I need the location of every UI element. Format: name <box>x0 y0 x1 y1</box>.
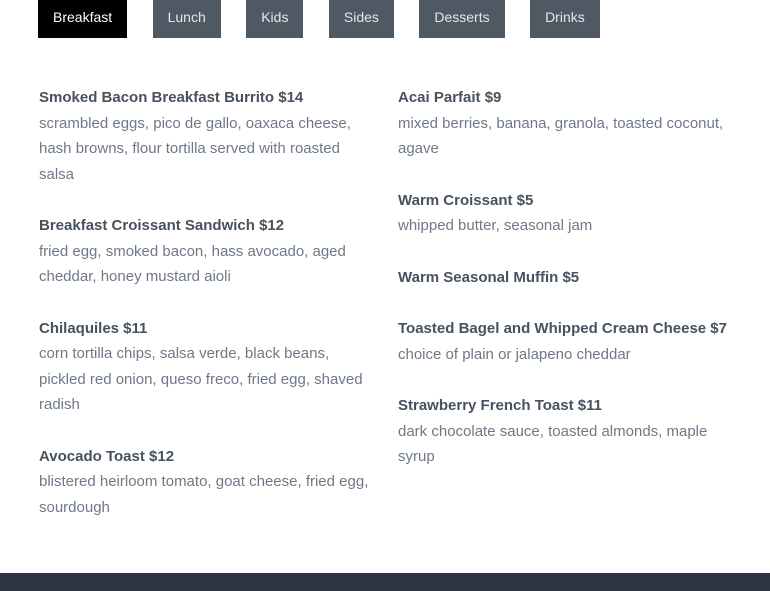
menu-item-description: choice of plain or jalapeno cheddar <box>398 345 631 363</box>
menu-item-title: Avocado Toast $12 <box>39 447 175 465</box>
menu-tabs <box>0 0 770 38</box>
tab-desserts[interactable]: Desserts <box>419 0 504 38</box>
tab-kids[interactable]: Kids <box>246 0 303 38</box>
menu-item-description: scrambled eggs, pico de gallo, oaxaca cheese, hash browns, flour tortilla served with roasted salsa <box>39 114 351 183</box>
menu-item-chilaquiles <box>39 316 372 418</box>
menu-item-title: Warm Croissant $5 <box>398 191 534 209</box>
menu-item-description: blistered heirloom tomato, goat cheese, fried egg, sourdough <box>39 473 369 516</box>
menu-column-right <box>398 85 731 546</box>
menu-item-title: Acai Parfait $9 <box>398 89 502 106</box>
menu-item-strawberry-french-toast <box>398 393 731 470</box>
menu-item-title: Chilaquiles $11 <box>39 319 148 337</box>
menu-item-description: whipped butter, seasonal jam <box>398 217 593 234</box>
breakfast-menu-content <box>0 85 770 546</box>
menu-item-avocado-toast <box>39 444 372 521</box>
footer-bar <box>0 573 770 591</box>
menu-item-title: Strawberry French Toast $11 <box>398 397 602 414</box>
menu-item-title: Breakfast Croissant Sandwich $12 <box>39 217 285 234</box>
menu-item-description: mixed berries, banana, granola, toasted coconut, agave <box>398 114 724 157</box>
menu-item-acai-parfait <box>398 85 731 162</box>
menu-item-smoked-bacon-breakfast-burrito <box>39 85 372 187</box>
tab-drinks[interactable]: Drinks <box>530 0 600 38</box>
menu-column-left <box>39 85 372 546</box>
menu-item-warm-croissant <box>398 188 731 239</box>
tab-lunch[interactable]: Lunch <box>153 0 221 38</box>
menu-item-breakfast-croissant-sandwich <box>39 213 372 290</box>
menu-item-warm-seasonal-muffin <box>398 265 731 291</box>
menu-item-title: Warm Seasonal Muffin $5 <box>398 268 580 286</box>
menu-item-title: Toasted Bagel and Whipped Cream Cheese $7 <box>398 320 727 337</box>
tab-sides[interactable]: Sides <box>329 0 394 38</box>
menu-item-title: Smoked Bacon Breakfast Burrito $14 <box>39 89 304 106</box>
menu-item-description: fried egg, smoked bacon, hass avocado, aged cheddar, honey mustard aioli <box>39 242 346 285</box>
menu-item-description: dark chocolate sauce, toasted almonds, maple syrup <box>398 422 708 465</box>
menu-item-toasted-bagel-cream-cheese <box>398 316 731 367</box>
menu-item-description: corn tortilla chips, salsa verde, black beans, pickled red onion, queso freco, fried egg, shaved radish <box>39 345 363 413</box>
tab-breakfast[interactable]: Breakfast <box>38 0 127 38</box>
